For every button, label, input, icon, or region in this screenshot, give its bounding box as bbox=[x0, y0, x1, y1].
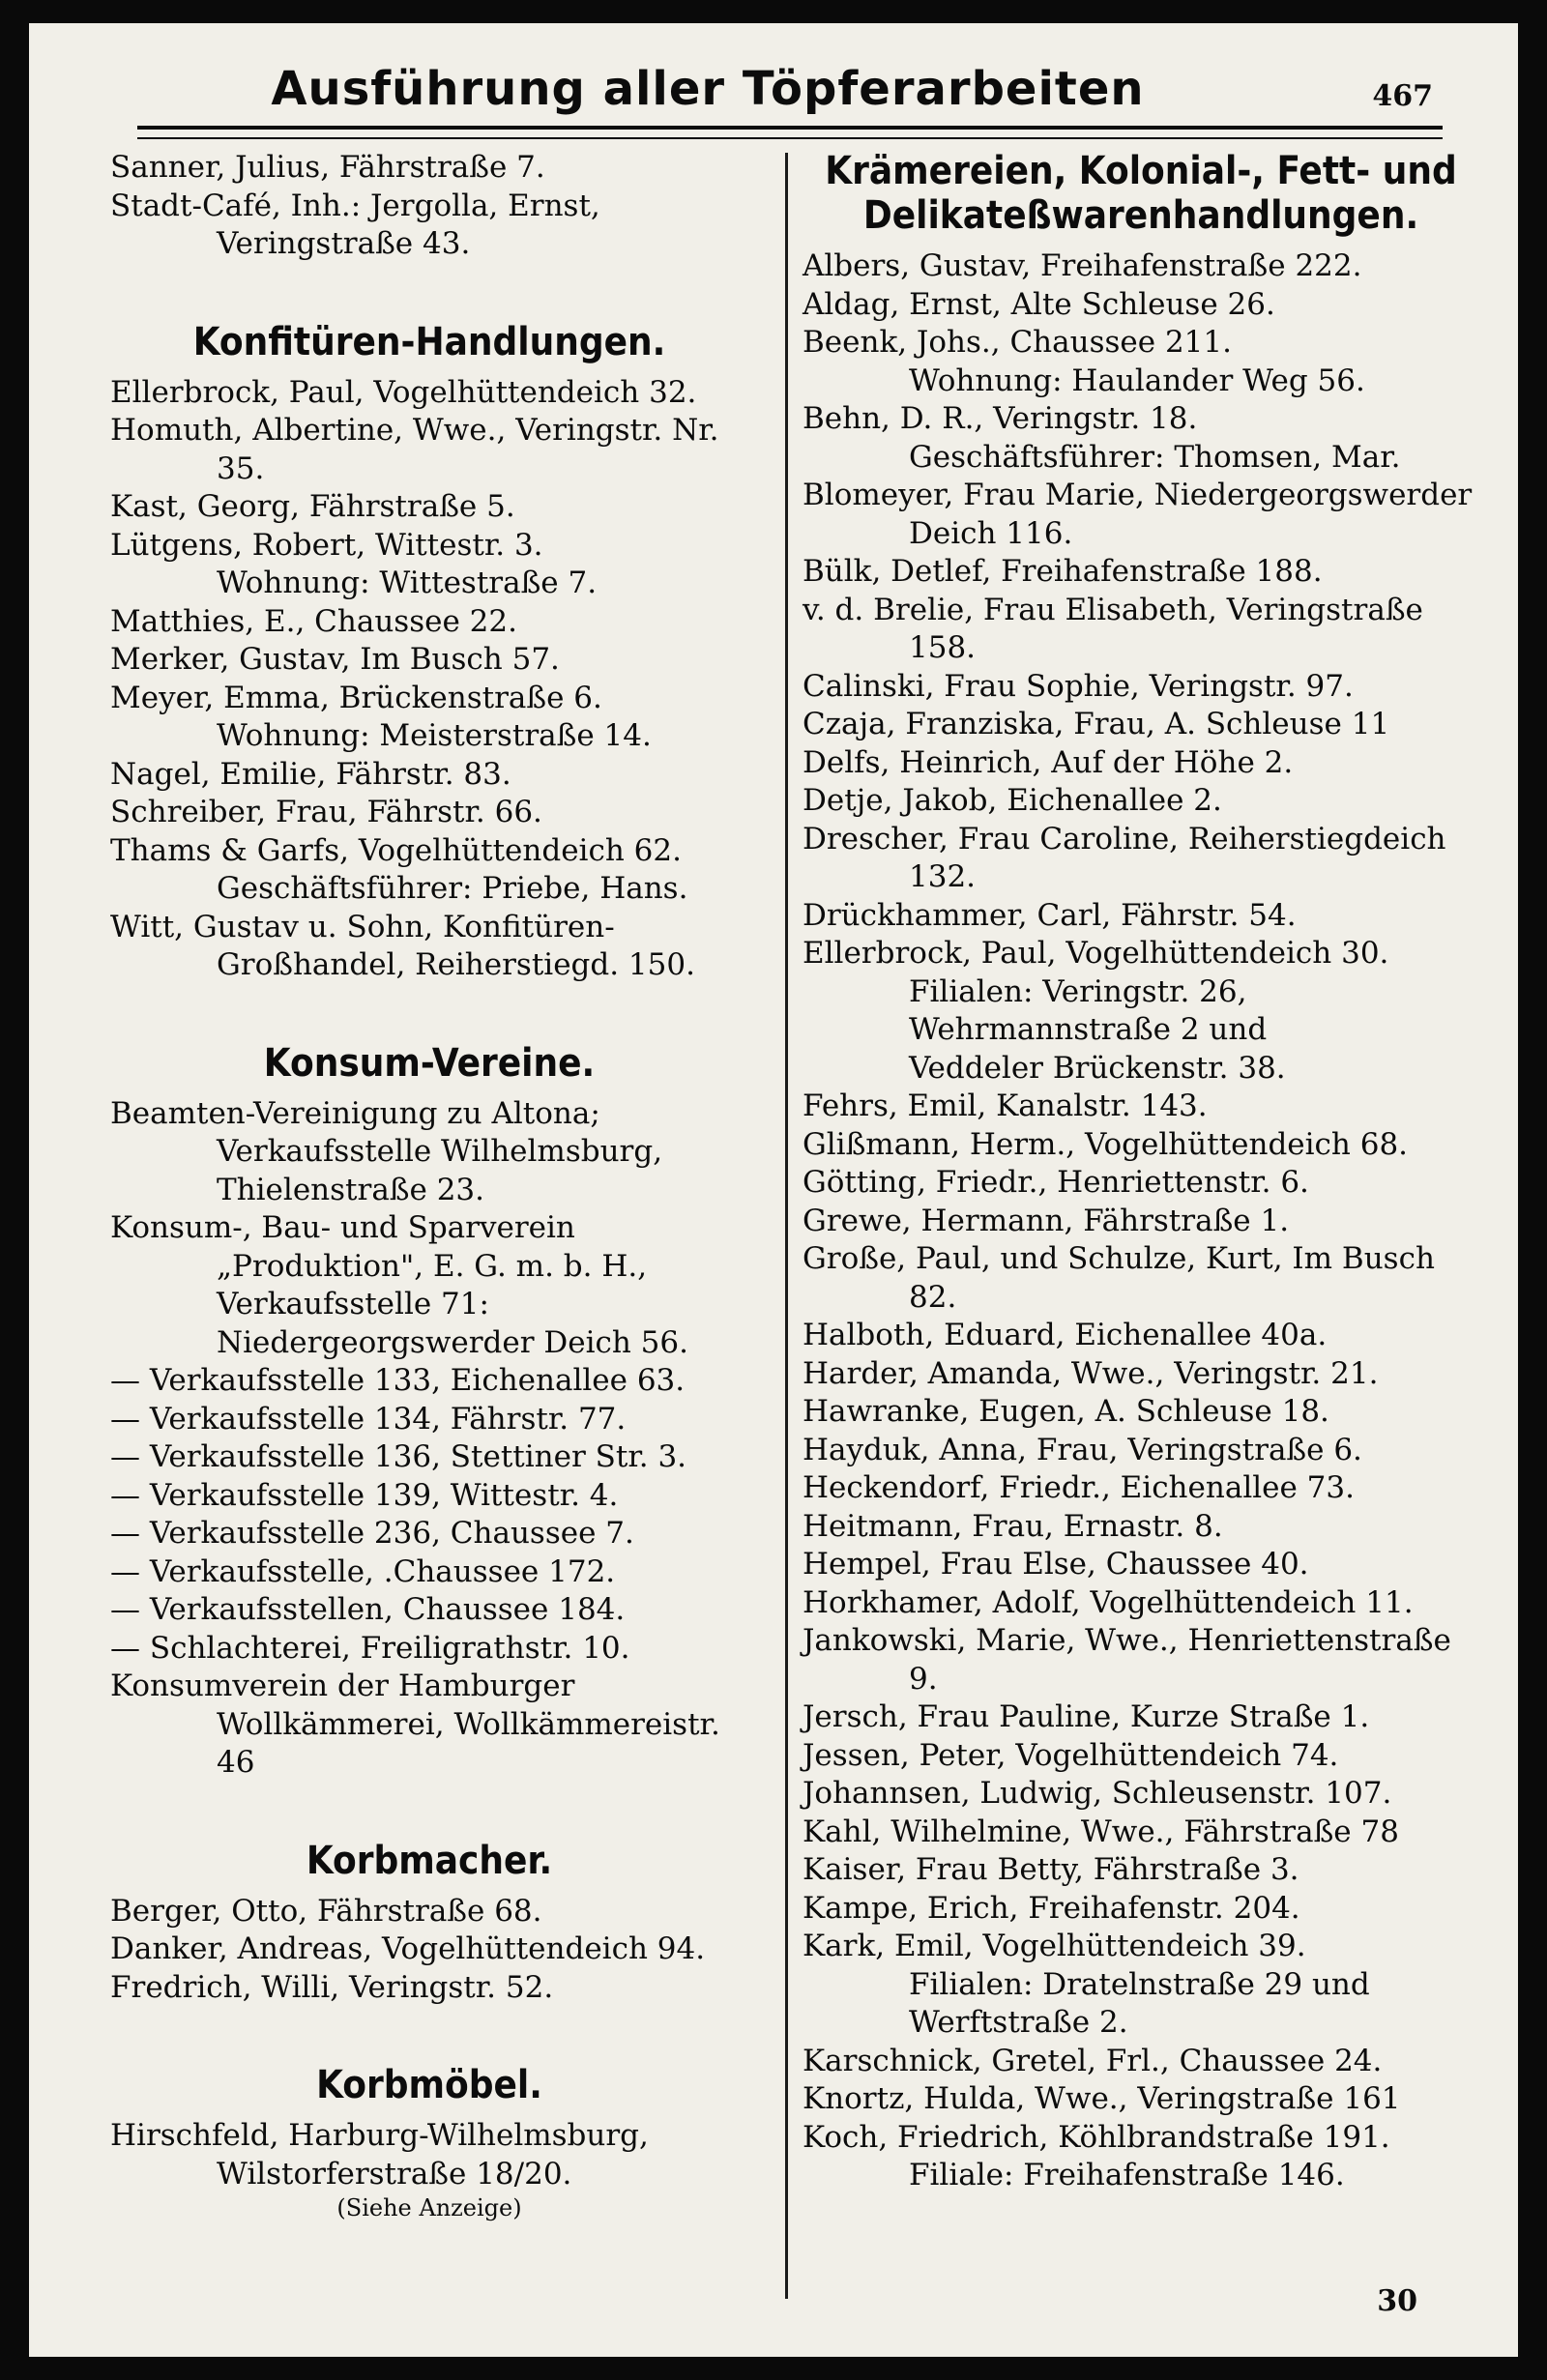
section-heading-korbmoebel: Korbmöbel. bbox=[316, 2063, 542, 2107]
list-item: — Verkaufsstellen, Chaussee 184. bbox=[110, 1592, 626, 1627]
list-item: Ellerbrock, Paul, Vogelhüttendeich 32. bbox=[110, 374, 697, 410]
list-item: Bülk, Detlef, Freihafenstraße 188. bbox=[803, 554, 1323, 589]
list-subitem: Filialen: Veringstr. 26, bbox=[909, 973, 1247, 1009]
list-item: Götting, Friedr., Henriettenstr. 6. bbox=[803, 1165, 1309, 1200]
section-heading-korbmacher: Korbmacher. bbox=[306, 1838, 553, 1883]
list-item: — Verkaufsstelle 139, Wittestr. 4. bbox=[110, 1477, 619, 1513]
list-item: — Verkaufsstelle 134, Fährstr. 77. bbox=[110, 1401, 627, 1437]
list-item: — Schlachterei, Freiligrathstr. 10. bbox=[110, 1630, 630, 1666]
section-heading-kraemereien: Krämereien, Kolonial-, Fett- und Delikateßwarenhandlungen. bbox=[825, 149, 1457, 238]
list-item: Glißmann, Herm., Vogelhüttendeich 68. bbox=[803, 1126, 1409, 1162]
list-item: Beenk, Johs., Chaussee 211. bbox=[803, 325, 1232, 360]
list-item: Kark, Emil, Vogelhüttendeich 39. bbox=[803, 1929, 1306, 1963]
list-item: Ellerbrock, Paul, Vogelhüttendeich 30. bbox=[803, 936, 1389, 971]
list-item: Grewe, Hermann, Fährstraße 1. bbox=[803, 1203, 1290, 1238]
list-item: Kahl, Wilhelmine, Wwe., Fährstraße 78 bbox=[803, 1814, 1399, 1849]
list-subitem: Wehrmannstraße 2 und bbox=[909, 1012, 1268, 1047]
list-item: Knortz, Hulda, Wwe., Veringstraße 161 bbox=[803, 2081, 1401, 2116]
list-subitem: Geschäftsführer: Priebe, Hans. bbox=[217, 871, 688, 906]
column-divider bbox=[785, 153, 788, 2299]
list-item: Blomeyer, Frau Marie, Niedergeorgswerder Deich 116. bbox=[803, 478, 1473, 551]
list-item: Konsum-, Bau- und Sparverein „Produktion", E. G. m. b. H., Verkaufsstelle 71: Niedergeorgswerder Deich 56. bbox=[110, 1210, 688, 1360]
list-item: Detje, Jakob, Eichenallee 2. bbox=[803, 783, 1222, 818]
list-item: Beamten-Vereinigung zu Altona; Verkaufsstelle Wilhelmsburg, Thielenstraße 23. bbox=[110, 1095, 663, 1207]
list-item: Stadt-Café, Inh.: Jergolla, Ernst, Veringstraße 43. bbox=[110, 188, 600, 261]
list-item: Kampe, Erich, Freihafenstr. 204. bbox=[803, 1890, 1300, 1926]
list-item: Czaja, Franziska, Frau, A. Schleuse 11 bbox=[803, 707, 1390, 741]
list-item: Heckendorf, Friedr., Eichenallee 73. bbox=[803, 1470, 1355, 1505]
list-item: — Verkaufsstelle 133, Eichenallee 63. bbox=[110, 1363, 686, 1398]
list-item: — Verkaufsstelle, .Chaussee 172. bbox=[110, 1553, 616, 1589]
list-item: Delfs, Heinrich, Auf der Höhe 2. bbox=[803, 744, 1294, 780]
list-item: Jankowski, Marie, Wwe., Henriettenstraße 9. bbox=[803, 1623, 1451, 1697]
list-item: Horkhamer, Adolf, Vogelhüttendeich 11. bbox=[803, 1584, 1414, 1620]
list-item: Witt, Gustav u. Sohn, Konfitüren-Großhandel, Reiherstiegd. 150. bbox=[110, 909, 695, 982]
list-item: Drescher, Frau Caroline, Reiherstiegdeich 132. bbox=[803, 821, 1446, 894]
list-item: — Verkaufsstelle 236, Chaussee 7. bbox=[110, 1516, 634, 1551]
list-item: Nagel, Emilie, Fährstr. 83. bbox=[110, 756, 511, 792]
page-number: 467 bbox=[1372, 79, 1433, 113]
list-item: Hempel, Frau Else, Chaussee 40. bbox=[803, 1547, 1309, 1582]
list-item: Kaiser, Frau Betty, Fährstraße 3. bbox=[803, 1852, 1299, 1887]
list-item: Aldag, Ernst, Alte Schleuse 26. bbox=[803, 286, 1275, 322]
list-item: Heitmann, Frau, Ernastr. 8. bbox=[803, 1508, 1223, 1544]
list-item: Behn, D. R., Veringstr. 18. bbox=[803, 401, 1198, 436]
list-item: Jersch, Frau Pauline, Kurze Straße 1. bbox=[803, 1699, 1370, 1734]
list-item: Jessen, Peter, Vogelhüttendeich 74. bbox=[803, 1737, 1339, 1773]
list-item: Hirschfeld, Harburg-Wilhelmsburg, Wilstorferstraße 18/20. bbox=[110, 2118, 649, 2191]
list-item: Konsumverein der Hamburger Wollkämmerei, Wollkämmereistr. 46 bbox=[110, 1669, 720, 1780]
list-item: Berger, Otto, Fährstraße 68. bbox=[110, 1893, 542, 1929]
list-item: Koch, Friedrich, Köhlbrandstraße 191. bbox=[803, 2119, 1390, 2155]
list-subitem: Geschäftsführer: Thomsen, Mar. bbox=[909, 439, 1401, 475]
left-column bbox=[110, 149, 748, 2222]
list-item: Hawranke, Eugen, A. Schleuse 18. bbox=[803, 1394, 1329, 1429]
list-item: Große, Paul, und Schulze, Kurt, Im Busch 82. bbox=[803, 1241, 1435, 1315]
list-item: Karschnick, Gretel, Frl., Chaussee 24. bbox=[803, 2043, 1383, 2078]
list-item: Calinski, Frau Sophie, Veringstr. 97. bbox=[803, 668, 1354, 704]
list-subitem: Werftstraße 2. bbox=[909, 2005, 1128, 2040]
list-item: Meyer, Emma, Brückenstraße 6. bbox=[110, 680, 602, 715]
header-rule bbox=[137, 126, 1443, 139]
list-item: Halboth, Eduard, Eichenallee 40a. bbox=[803, 1318, 1328, 1352]
list-subitem: Wohnung: Meisterstraße 14. bbox=[217, 718, 652, 753]
list-subitem: Wohnung: Wittestraße 7. bbox=[217, 566, 598, 600]
list-item: Johannsen, Ludwig, Schleusenstr. 107. bbox=[803, 1776, 1392, 1811]
directory-page bbox=[29, 23, 1518, 2357]
list-item: Matthies, E., Chaussee 22. bbox=[110, 603, 517, 639]
list-item: Harder, Amanda, Wwe., Veringstr. 21. bbox=[803, 1355, 1379, 1391]
advert-note: (Siehe Anzeige) bbox=[336, 2194, 522, 2221]
list-subitem: Wohnung: Haulander Weg 56. bbox=[909, 363, 1365, 398]
list-item: Drückhammer, Carl, Fährstr. 54. bbox=[803, 897, 1297, 933]
list-item: Albers, Gustav, Freihafenstraße 222. bbox=[803, 248, 1362, 283]
list-subitem: Filiale: Freihafenstraße 146. bbox=[909, 2158, 1345, 2192]
list-item: Fehrs, Emil, Kanalstr. 143. bbox=[803, 1088, 1208, 1123]
list-item: Sanner, Julius, Fährstraße 7. bbox=[110, 150, 545, 185]
list-item: — Verkaufsstelle 136, Stettiner Str. 3. bbox=[110, 1439, 687, 1474]
list-item: Danker, Andreas, Vogelhüttendeich 94. bbox=[110, 1931, 706, 1966]
list-item: v. d. Brelie, Frau Elisabeth, Veringstraße 158. bbox=[803, 592, 1423, 665]
list-item: Thams & Garfs, Vogelhüttendeich 62. bbox=[110, 832, 682, 868]
list-item: Fredrich, Willi, Veringstr. 52. bbox=[110, 1969, 554, 2005]
sheet-number: 30 bbox=[1377, 2284, 1417, 2318]
list-item: Homuth, Albertine, Wwe., Veringstr. Nr. 35. bbox=[110, 413, 719, 486]
right-column bbox=[803, 149, 1479, 2195]
list-item: Merker, Gustav, Im Busch 57. bbox=[110, 642, 560, 677]
list-item: Schreiber, Frau, Fährstr. 66. bbox=[110, 795, 542, 829]
list-item: Kast, Georg, Fährstraße 5. bbox=[110, 489, 515, 524]
list-item: Lütgens, Robert, Wittestr. 3. bbox=[110, 527, 543, 563]
list-subitem: Veddeler Brückenstr. 38. bbox=[909, 1050, 1286, 1086]
list-subitem: Filialen: Dratelnstraße 29 und bbox=[909, 1966, 1370, 2002]
header-title: Ausführung aller Töpferarbeiten bbox=[271, 62, 1145, 116]
section-heading-konfitueren: Konfitüren-Handlungen. bbox=[192, 319, 666, 364]
page-header bbox=[99, 62, 1443, 139]
list-item: Hayduk, Anna, Frau, Veringstraße 6. bbox=[803, 1432, 1362, 1467]
section-heading-konsum: Konsum-Vereine. bbox=[263, 1040, 596, 1086]
